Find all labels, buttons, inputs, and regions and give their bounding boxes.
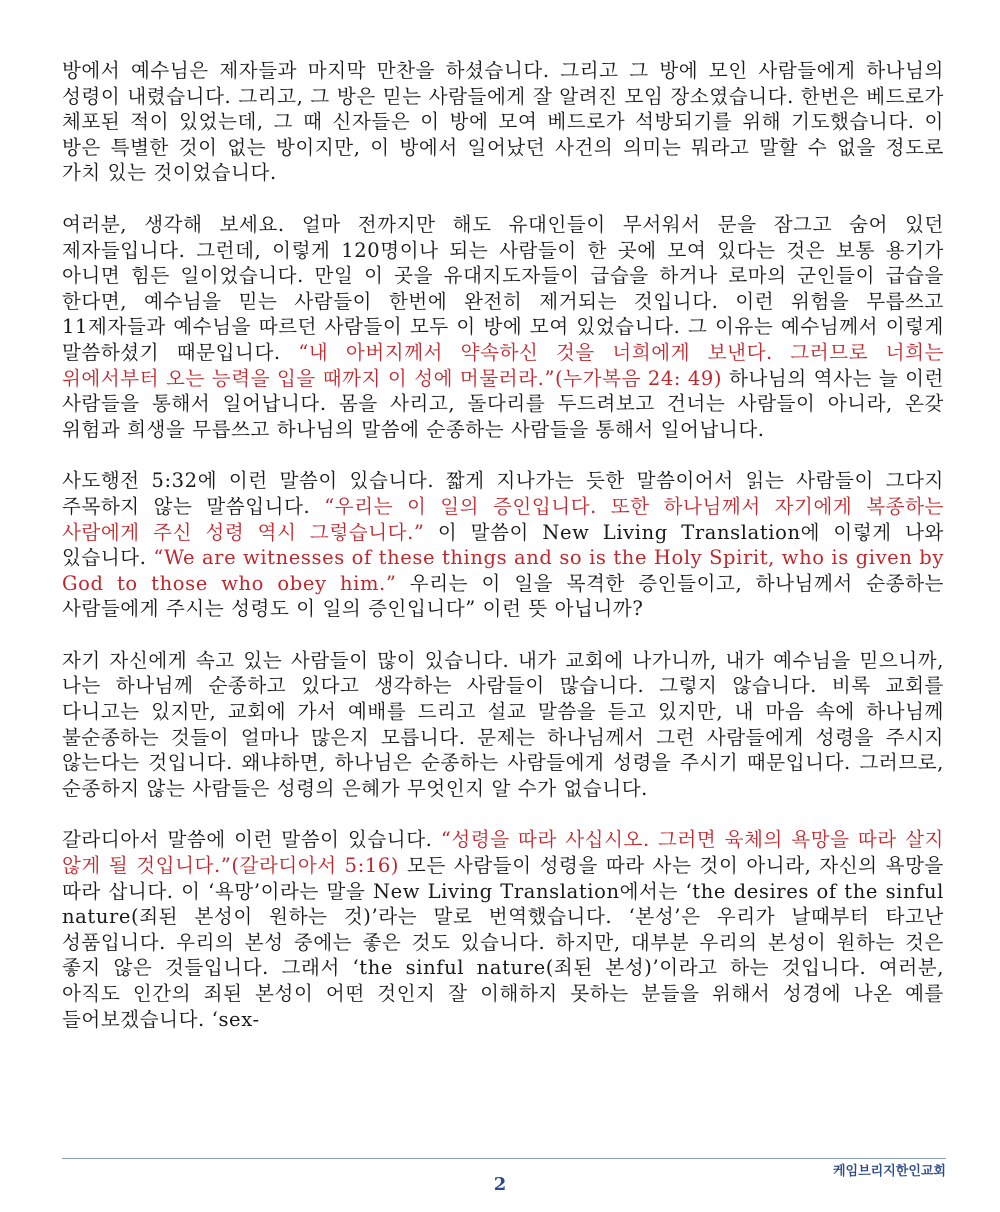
paragraph (62, 212, 944, 442)
text-run: 우리는 이 일을 목격한 증인들이고, 하나님께서 순종하는 사람들에게 주시는 성령도 이 일의 증인입니다” 이런 뜻 아닙니까? (62, 571, 944, 621)
text-run: 자기 자신에게 속고 있는 사람들이 많이 있습니다. 내가 교회에 나가니까, 내가 예수님을 믿으니까, 나는 하나님께 순종하고 있다고 생각하는 사람들이 많습니다. 그렇지 않습니다. 비록 교회를 다니고는 있지만, 교회에 가서 예배를 드리고 설교 말씀을 듣고 있지만, 내 마음 속에 하나님께 불순종하는 것들이 얼마나 많은지 모릅니다. 문제는 하나님께서 그런 사람들에게 성령을 주시지 않는다는 것입니다. 왜냐하면, 하나님은 순종하는 사람들에게 성령을 주시기 때문입니다. 그러므로, 순종하지 않는 사람들은 성령의 은혜가 무엇인지 알 수가 없습니다. (62, 648, 944, 800)
paragraph (62, 648, 944, 802)
paragraph (62, 468, 944, 622)
paragraph (62, 827, 944, 1032)
text-run: 모든 사람들이 성령을 따라 사는 것이 아니라, 자신의 욕망을 따라 삽니다. 이 ‘욕망’이라는 말을 New Living Translation에서는 ‘the desires of the sinful nature(죄된 본성이 원하는 것)’라는 말로 번역했습니다. ‘본성’은 우리가 날때부터 타고난 성품입니다. 우리의 본성 중에는 좋은 것도 있습니다. 하지만, 대부분 우리의 본성이 원하는 것은 좋지 않은 것들입니다. 그래서 ‘the sinful nature(죄된 본성)’이라고 하는 것입니다. 여러분, 아직도 인간의 죄된 본성이 어떤 것인지 잘 이해하지 못하는 분들을 위해서 성경에 나온 예를 들어보겠습니다. ‘sex- (62, 854, 944, 1031)
scripture-quote: “내 아버지께서 약속하신 것을 너희에게 보낸다. 그러므로 너희는 위에서부터 오는 능력을 입을 때까지 이 성에 머물러라.”(누가복음 24: 49) (62, 340, 945, 390)
scripture-quote-english: “We are witnesses of these things and so is the Holy Spirit, who is given by God to those who obey him.” (62, 546, 944, 595)
text-run: 여러분, 생각해 보세요. 얼마 전까지만 해도 유대인들이 무서워서 문을 잠그고 숨어 있던 제자들입니다. 그런데, 이렇게 120명이나 되는 사람들이 한 곳에 모여 있다는 것은 보통 용기가 아니면 힘든 일이었습니다. 만일 이 곳을 유대지도자들이 급습을 하거나 로마의 군인들이 급습을 한다면, 예수님을 믿는 사람들이 한번에 완전히 제거되는 것입니다. 이런 위험을 무릅쓰고 11제자들과 예수님을 따르던 사람들이 모두 이 방에 모여 있었습니다. 그 이유는 예수님께서 이렇게 말씀하셨기 때문입니다. (62, 212, 944, 364)
text-run: 사도행전 5:32에 이런 말씀이 있습니다. 짧게 지나가는 듯한 말씀이어서 읽는 사람들이 그다지 주목하지 않는 말씀입니다. (62, 469, 944, 518)
footer-divider (62, 1158, 946, 1159)
text-run: 이 말씀이 New Living Translation에 이렇게 나와 있습니다. (62, 520, 944, 570)
text-run: 갈라디아서 말씀에 이런 말씀이 있습니다. (62, 828, 441, 852)
paragraph (62, 58, 944, 186)
text-run: 하나님의 역사는 늘 이런 사람들을 통해서 일어납니다. 몸을 사리고, 돌다리를 두드려보고 건너는 사람들이 아니라, 온갖 위험과 희생을 무릅쓰고 하나님의 말씀에 순종하는 사람들을 통해서 일어납니다. (62, 366, 944, 441)
body-text (62, 58, 944, 1058)
text-run: 방에서 예수님은 제자들과 마지막 만찬을 하셨습니다. 그리고 그 방에 모인 사람들에게 하나님의 성령이 내렸습니다. 그리고, 그 방은 믿는 사람들에게 잘 알려진 모임 장소였습니다. 한번은 베드로가 체포된 적이 있었는데, 그 때 신자들은 이 방에 모여 베드로가 석방되기를 위해 기도했습니다. 이 방은 특별한 것이 없는 방이지만, 이 방에서 일어났던 사건의 의미는 뭐라고 말할 수 없을 정도로 가치 있는 것이었습니다. (62, 59, 944, 185)
scripture-quote: “성령을 따라 사십시오. 그러면 육체의 욕망을 따라 살지 않게 될 것입니다.”(갈라디아서 5:16) (62, 828, 944, 878)
scripture-quote: “우리는 이 일의 증인입니다. 또한 하나님께서 자기에게 복종하는 사람에게 주신 성령 역시 그렇습니다.” (62, 494, 944, 544)
church-name: 케임브리지한인교회 (832, 1164, 946, 1179)
page-number: 2 (493, 1174, 507, 1195)
